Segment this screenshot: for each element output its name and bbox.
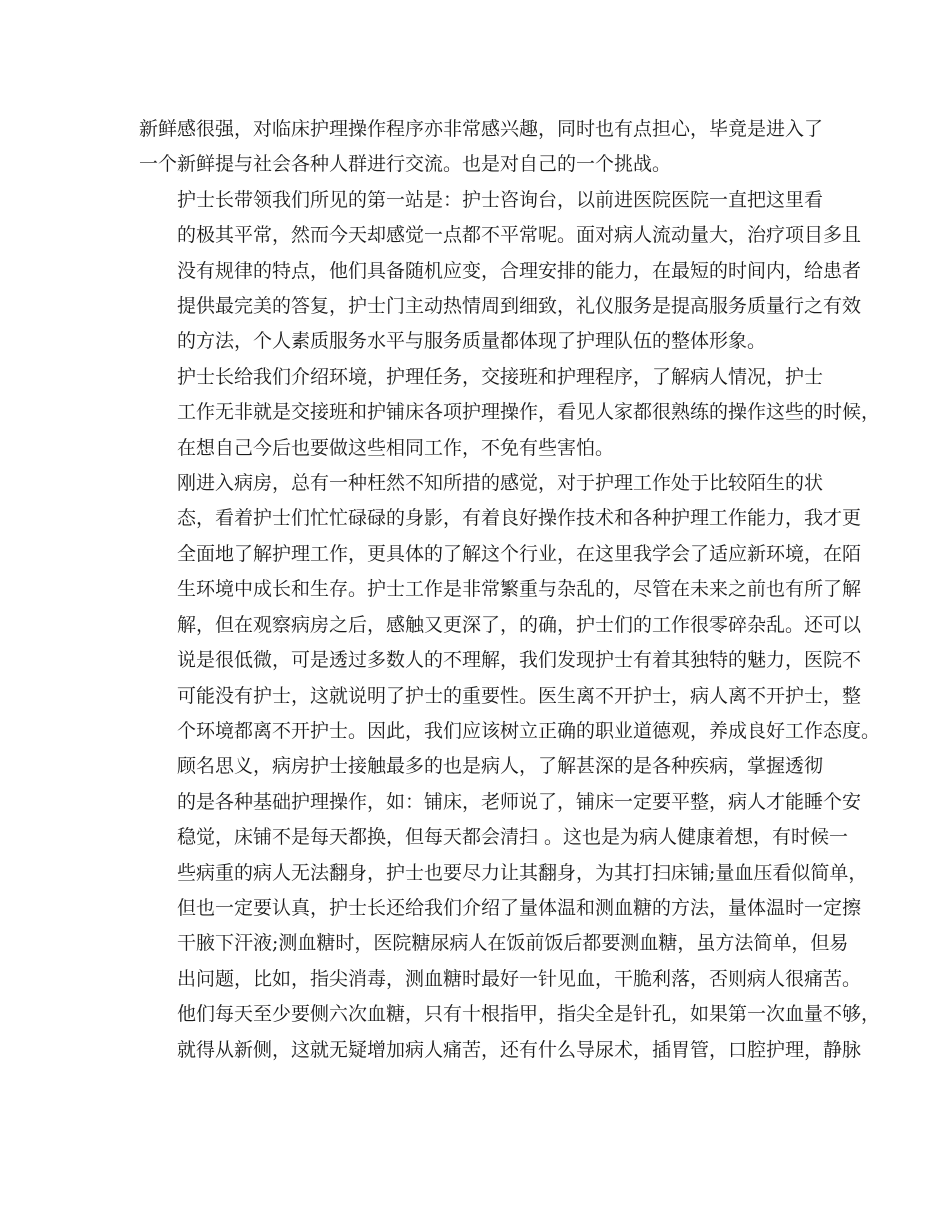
paragraph (139, 749, 881, 1068)
text-line: 出问题，比如，指尖消毒，测血糖时最好一针见血，干脆利落，否则病人很痛苦。 (177, 967, 862, 990)
text-line: 在想自己今后也要做这些相同工作，不免有些害怕。 (177, 436, 615, 459)
text-line: 提供最完美的答复，护士门主动热情周到细致，礼仪服务是提高服务质量行之有效 (177, 295, 862, 318)
paragraph (139, 466, 881, 749)
text-line: 些病重的病人无法翻身，护士也要尽力让其翻身，为其打扫床铺;量血压看似简单， (177, 861, 868, 884)
text-line: 生环境中成长和生存。护士工作是非常繁重与杂乱的，尽管在未来之前也有所了解 (177, 578, 862, 601)
text-line: 护士长带领我们所见的第一站是：护士咨询台，以前进医院医院一直把这里看 (177, 188, 824, 211)
text-line: 的极其平常，然而今天却感觉一点都不平常呢。面对病人流动量大，治疗项目多且 (177, 224, 862, 247)
text-line: 全面地了解护理工作，更具体的了解这个行业，在这里我学会了适应新环境，在陌 (177, 542, 862, 565)
text-line: 新鲜感很强，对临床护理操作程序亦非常感兴趣，同时也有点担心，毕竟是进入了 (139, 118, 824, 140)
text-line: 个环境都离不开护士。因此，我们应该树立正确的职业道德观，养成良好工作态度。 (177, 719, 881, 742)
text-line: 可能没有护士，这就说明了护士的重要性。医生离不开护士，病人离不开护士，整 (177, 684, 862, 707)
text-line: 工作无非就是交接班和护铺床各项护理操作，看见人家都很熟练的操作这些的时候， (177, 401, 881, 424)
paragraph (139, 112, 823, 183)
text-line: 稳觉，床铺不是每天都换，但每天都会清扫 。这也是为病人健康着想，有时候一 (177, 826, 849, 849)
text-line: 顾名思义，病房护士接触最多的也是病人，了解甚深的是各种疾病，掌握透彻 (177, 755, 824, 778)
text-line: 就得从新侧，这就无疑增加病人痛苦，还有什么导尿术，插胃管，口腔护理，静脉 (177, 1038, 862, 1061)
document-body (139, 112, 881, 1068)
text-line: 态，看着护士们忙忙碌碌的身影，有着良好操作技术和各种护理工作能力，我才更 (177, 507, 862, 530)
text-line: 没有规律的特点，他们具备随机应变，合理安排的能力，在最短的时间内，给患者 (177, 259, 862, 282)
text-line: 说是很低微，可是透过多数人的不理解，我们发现护士有着其独特的魅力，医院不 (177, 649, 862, 672)
paragraph (139, 360, 881, 466)
text-line: 但也一定要认真，护士长还给我们介绍了量体温和测血糖的方法，量体温时一定擦 (177, 896, 862, 919)
text-line: 的方法，个人素质服务水平与服务质量都体现了护理队伍的整体形象。 (177, 330, 767, 353)
text-line: 解，但在观察病房之后，感触又更深了，的确，护士们的工作很零碎杂乱。还可以 (177, 613, 862, 636)
text-line: 刚进入病房，总有一种枉然不知所措的感觉，对于护理工作处于比较陌生的状 (177, 472, 824, 495)
text-line: 他们每天至少要侧六次血糖，只有十根指甲，指尖全是针孔，如果第一次血量不够， (177, 1003, 881, 1026)
text-line: 干腋下汗液;测血糖时，医院糖尿病人在饭前饭后都要测血糖，虽方法简单，但易 (177, 932, 849, 955)
text-line: 一个新鲜提与社会各种人群进行交流。也是对自己的一个挑战。 (139, 153, 672, 176)
paragraph (139, 183, 862, 360)
text-line: 的是各种基础护理操作，如：铺床，老师说了，铺床一定要平整，病人才能睡个安 (177, 790, 862, 813)
text-line: 护士长给我们介绍环境，护理任务，交接班和护理程序，了解病人情况，护士 (177, 365, 824, 388)
